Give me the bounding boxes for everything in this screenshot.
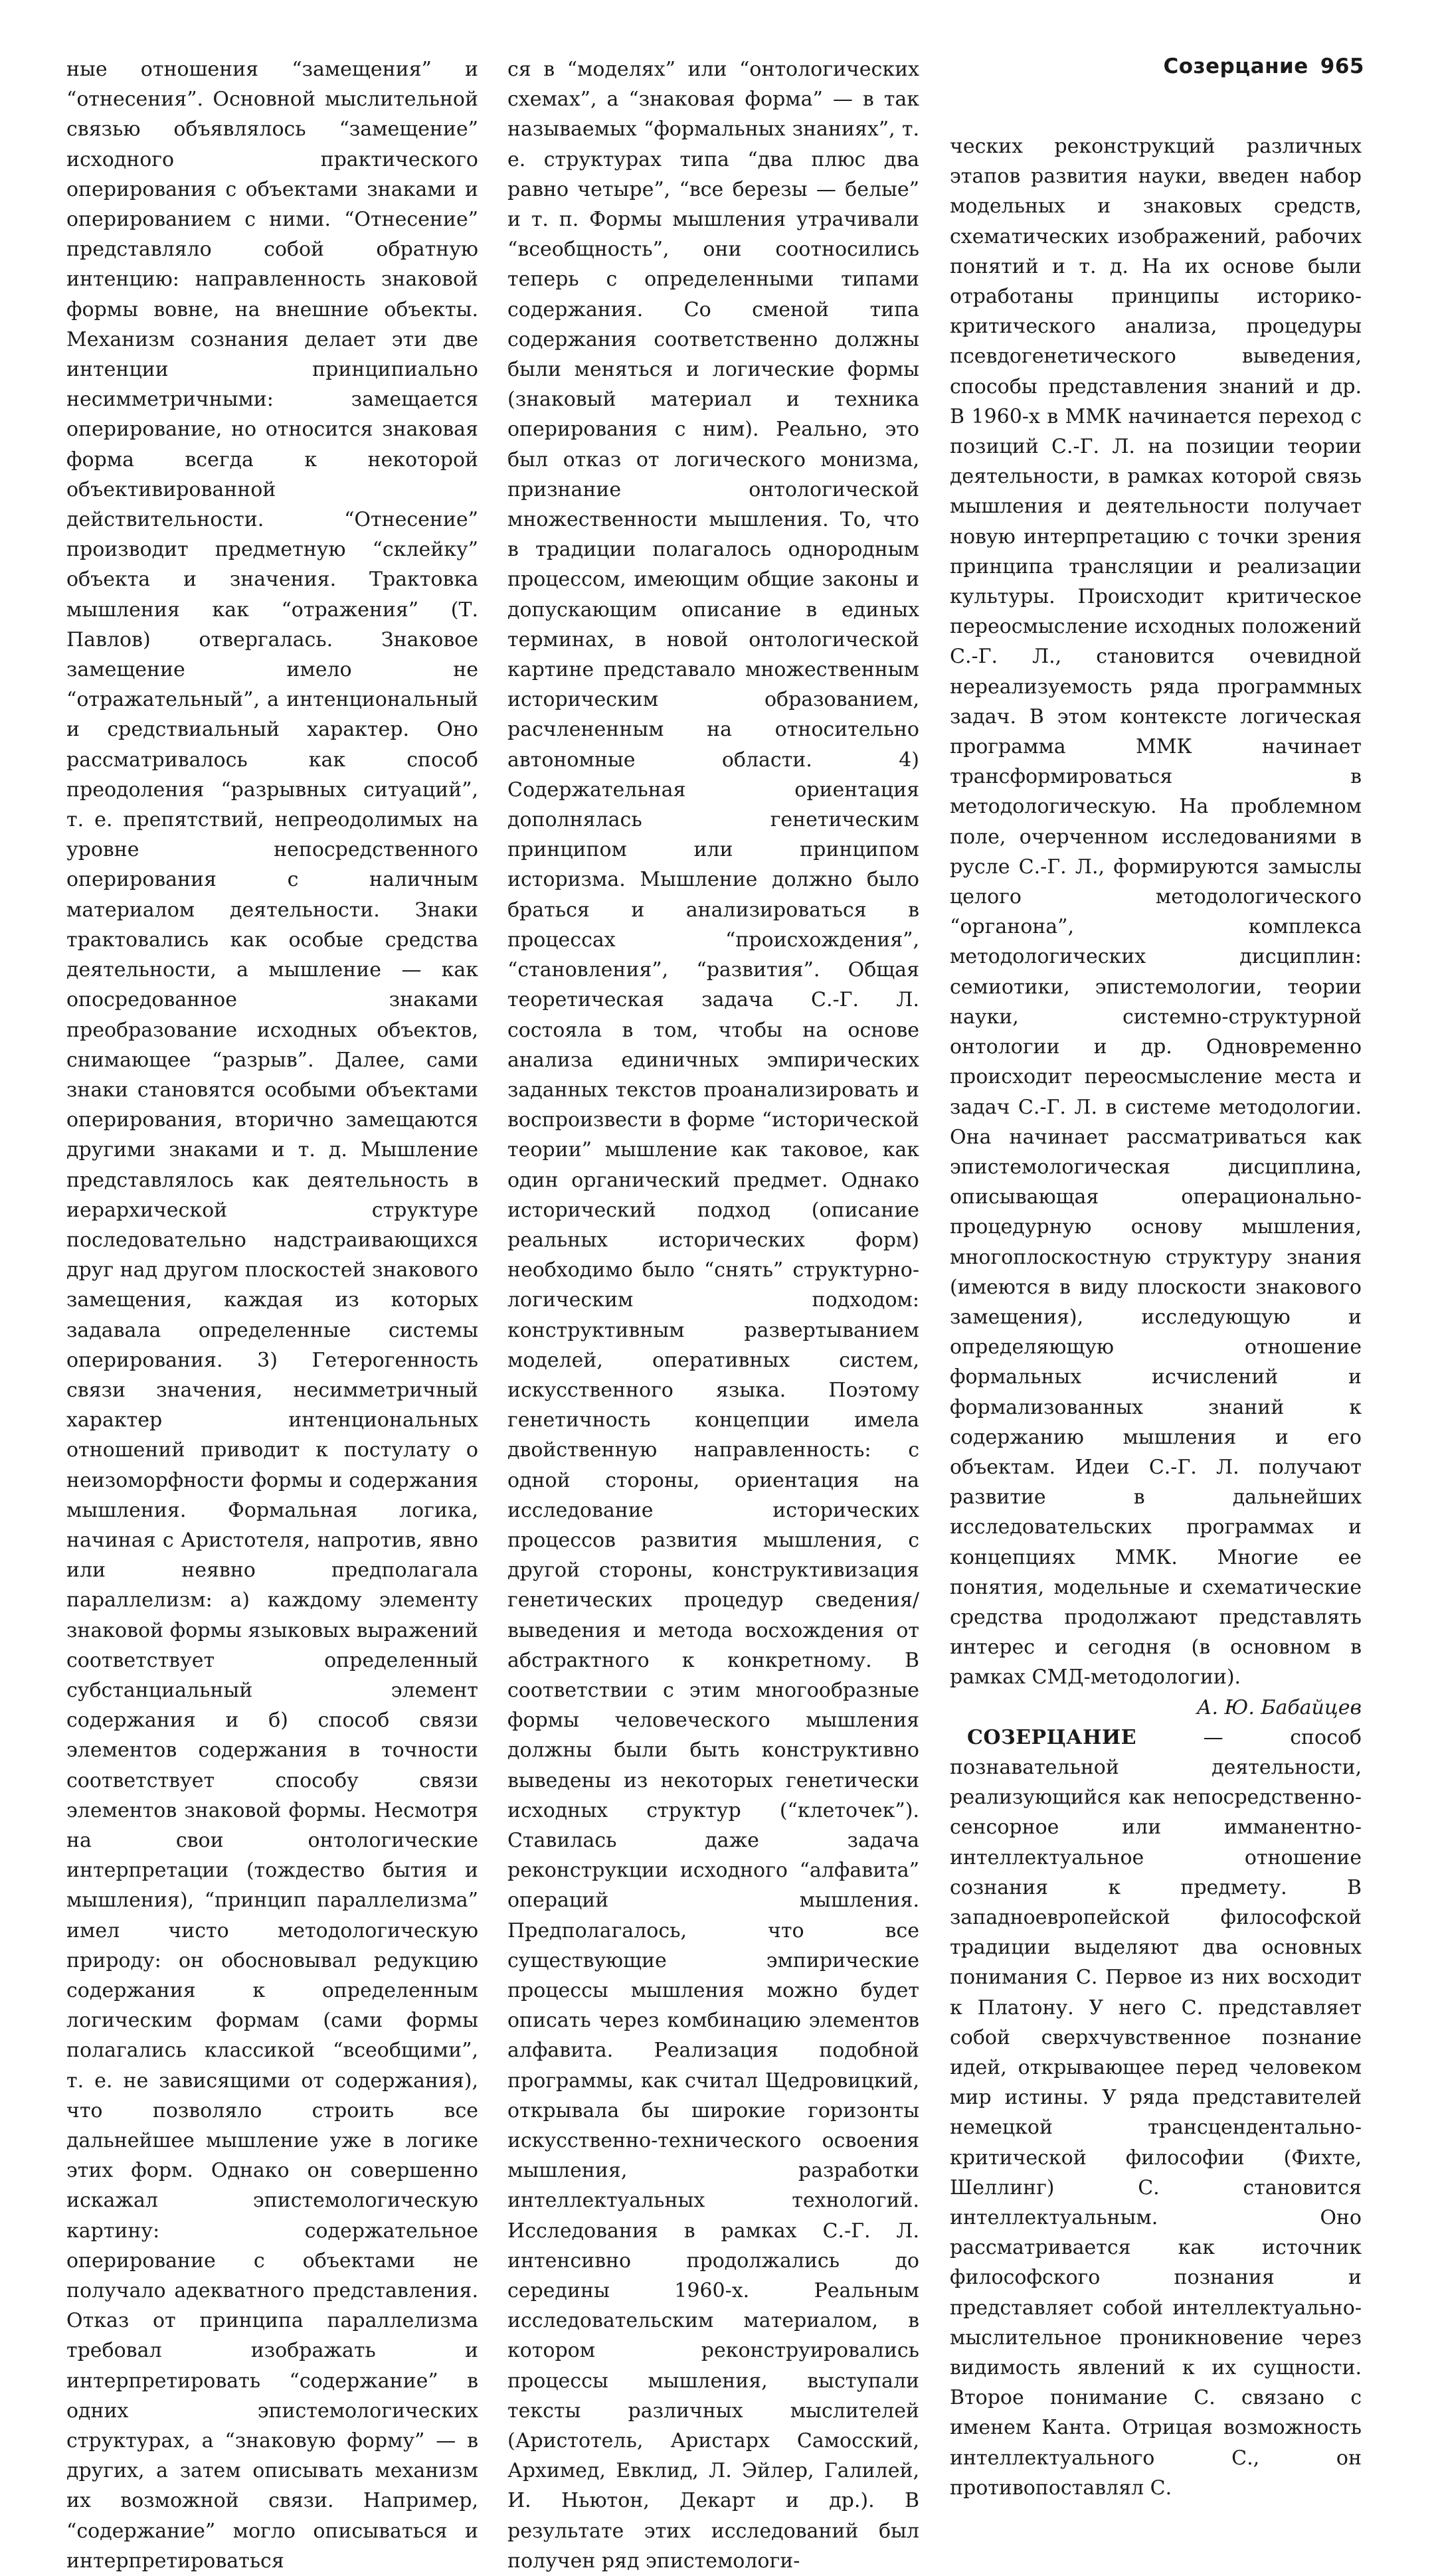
article-author: А. Ю. Бабайцев xyxy=(1196,1695,1362,1719)
entry-text: — способ познавательной деятельности, реализующийся как непосредственно-сенсорное или имманентно-интеллектуальное отношение сознания к предмету. В западноевропейской философской традиции выделяют два основных понимания С. Первое из них восходит к Платону. У него С. представляет собой сверхчувственное познание идей, открывающее перед человеком мир истины. У ряда представителей немецкой трансцендентально-критической философии (Фихте, Шеллинг) С. становится интеллектуальным. Оно рассматривается как источник философского познания и представляет собой интеллектуально-мыслительное проникновение через видимость явлений к их сущности. Второе понимание С. связано с именем Канта. Отрицая возможность интеллектуального С., он противопоставлял С. xyxy=(950,1725,1362,2500)
column-3-text: ческих реконструкций различных этапов развития науки, введен набор модельных и знаковых средств, схематических изображений, рабочих понятий и т. д. На их основе были отработаны принципы историко-критического анализа, процедуры псевдогенетического выведения, способы представления знаний и др. В 1960-х в ММК начинается переход с позиций С.-Г. Л. на позиции теории деятельности, в рамках которой связь мышления и деятельности получает новую интерпретацию с точки зрения принципа трансляции и реализации культуры. Происходит критическое переосмысление исходных положений С.-Г. Л., становится очевидной нереализуемость ряда программных задач. В этом контексте логическая программа ММК начинает трансформироваться в методологическую. На проблемном поле, очерченном исследованиями в русле С.-Г. Л., формируются замыслы целого методологического “органона”, комплекса методологических дисциплин: семиотики, эпистемологии, теории науки, системно-структурной онтологии и др. Одновременно происходит переосмысление места и задач С.-Г. Л. в системе методологии. Она начинает рассматриваться как эпистемологическая дисциплина, описывающая операционально-процедурную основу мышления, многоплоскостную структуру знания (имеются в виду плоскости знакового замещения), исследующую и определяющую отношение формальных исчислений и формализованных знаний к содержанию мышления и его объектам. Идеи С.-Г. Л. получают развитие в дальнейших исследовательских программах и концепциях ММК. Многие ее понятия, модельные и схематические средства продолжают представлять интерес и сегодня (в основном в рамках СМД-методологии). xyxy=(950,135,1362,1689)
running-head-title: Созерцание xyxy=(1163,54,1308,78)
page-number: 965 xyxy=(1320,54,1364,78)
text-column-1 xyxy=(66,54,478,2576)
text-column-3 xyxy=(950,131,1362,2503)
text-column-2 xyxy=(507,54,919,2576)
entry-sozertsanie xyxy=(950,1723,1362,2503)
entry-title: СОЗЕРЦАНИЕ xyxy=(967,1725,1137,1749)
column-1-text: ные отношения “замещения” и “отнесения”. Основной мыслительной связью объявлялось “замещение” исходного практического оперирования с объектами знаками и оперированием с ними. “Отнесение” представляло собой обратную интенцию: направленность знаковой формы вовне, на внешние объекты. Механизм сознания делает эти две интенции принципиально несимметричными: замещается оперирование, но относится знаковая форма всегда к некоторой объективированной действительности. “Отнесение” производит предметную “склейку” объекта и значения. Трактовка мышления как “отражения” (Т. Павлов) отвергалась. Знаковое замещение имело не “отражательный”, а интенциональный и средствиальный характер. Оно рассматривалось как способ преодоления “разрывных ситуаций”, т. е. препятствий, непреодолимых на уровне непосредственного оперирования с наличным материалом деятельности. Знаки трактовались как особые средства деятельности, а мышление — как опосредованное знаками преобразование исходных объектов, снимающее “разрыв”. Далее, сами знаки становятся особыми объектами оперирования, вторично замещаются другими знаками и т. д. Мышление представлялось как деятельность в иерархической структуре последовательно надстраивающихся друг над другом плоскостей знакового замещения, каждая из которых задавала определенные системы оперирования. 3) Гетерогенность связи значения, несимметричный характер интенциональных отношений приводит к постулату о неизоморфности формы и содержания мышления. Формальная логика, начиная с Аристотеля, напротив, явно или неявно предполагала параллелизм: а) каждому элементу знаковой формы языковых выражений соответствует определенный субстанциальный элемент содержания и б) способ связи элементов содержания в точности соответствует способу связи элементов знаковой формы. Несмотря на свои онтологические интерпретации (тождество бытия и мышления), “принцип параллелизма” имел чисто методологическую природу: он обосновывал редукцию содержания к определенным логическим формам (сами формы полагались классикой “всеобщими”, т. е. не зависящими от содержания), что позволяло строить все дальнейшее мышление уже в логике этих форм. Однако он совершенно искажал эпистемологическую картину: содержательное оперирование с объектами не получало адекватного представления. Отказ от принципа параллелизма требовал изображать и интерпретировать “содержание” в одних эпистемологических структурах, а “знаковую форму” — в других, а затем описывать механизм их возможной связи. Например, “содержание” могло описываться и интерпретироваться xyxy=(66,58,478,2573)
running-head xyxy=(1163,54,1364,78)
column-2-text: ся в “моделях” или “онтологических схемах”, а “знаковая форма” — в так называемых “формальных знаниях”, т. е. структурах типа “два плюс два равно четыре”, “все березы — белые” и т. п. Формы мышления утрачивали “всеобщность”, они соотносились теперь с определенными типами содержания. Со сменой типа содержания соответственно должны были меняться и логические формы (знаковый материал и техника оперирования с ним). Реально, это был отказ от логического монизма, признание онтологической множественности мышления. То, что в традиции полагалось однородным процессом, имеющим общие законы и допускающим описание в единых терминах, в новой онтологической картине представало множественным историческим образованием, расчлененным на относительно автономные области. 4) Содержательная ориентация дополнялась генетическим принципом или принципом историзма. Мышление должно было браться и анализироваться в процессах “происхождения”, “становления”, “развития”. Общая теоретическая задача С.-Г. Л. состояла в том, чтобы на основе анализа единичных эмпирических заданных текстов проанализировать и воспроизвести в форме “исторической теории” мышление как таковое, как один органический предмет. Однако исторический подход (описание реальных исторических форм) необходимо было “снять” структурно-логическим подходом: конструктивным развертыванием моделей, оперативных систем, искусственного языка. Поэтому генетичность концепции имела двойственную направленность: с одной стороны, ориентация на исследование исторических процессов развития мышления, с другой стороны, конструктивизация генетических процедур сведения/выведения и метода восхождения от абстрактного к конкретному. В соответствии с этим многообразные формы человеческого мышления должны были быть конструктивно выведены из некоторых генетически исходных структур (“клеточек”). Ставилась даже задача реконструкции исходного “алфавита” операций мышления. Предполагалось, что все существующие эмпирические процессы мышления можно будет описать через комбинацию элементов алфавита. Реализация подобной программы, как считал Щедровицкий, открывала бы широкие горизонты искусственно-технического освоения мышления, разработки интеллектуальных технологий. Исследования в рамках С.-Г. Л. интенсивно продолжались до середины 1960-х. Реальным исследовательским материалом, в котором реконструировались процессы мышления, выступали тексты различных мыслителей (Аристотель, Аристарх Самосский, Архимед, Евклид, Л. Эйлер, Галилей, И. Ньютон, Декарт и др.). В результате этих исследований был получен ряд эпистемологи- xyxy=(507,58,919,2573)
